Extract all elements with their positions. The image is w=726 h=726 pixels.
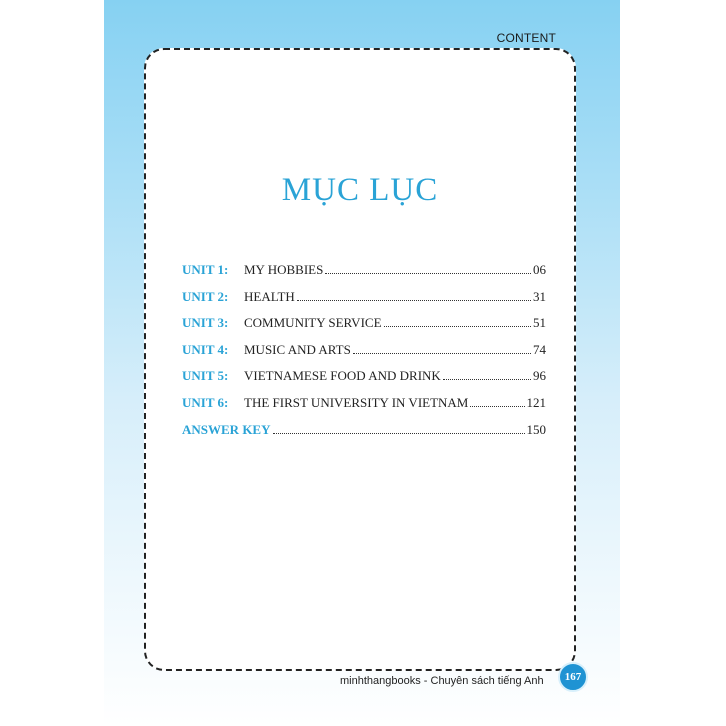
toc-unit-label: UNIT 4: [182,341,229,357]
toc-entry[interactable] [182,342,546,369]
toc-unit-label: UNIT 3: [182,315,229,331]
toc-page-number: 74 [533,341,546,357]
toc-page-number: 31 [533,288,546,304]
toc-entry[interactable] [182,395,546,422]
book-page [104,0,620,726]
toc-answer-key-label: ANSWER KEY [182,421,271,437]
page-number-badge: 167 [558,662,588,692]
dot-leader [297,300,531,301]
dot-leader [470,406,524,407]
dot-leader [384,326,531,327]
toc-entry-title: HEALTH [244,288,295,304]
toc-unit-label: UNIT 2: [182,288,229,304]
dot-leader [325,273,531,274]
toc-entry-answer-key[interactable] [182,422,546,449]
toc-unit-label: UNIT 6: [182,394,229,410]
toc-entry[interactable] [182,315,546,342]
table-of-contents [182,262,546,448]
toc-entry-title: MUSIC AND ARTS [244,341,351,357]
dot-leader [353,353,531,354]
toc-entry-title: THE FIRST UNIVERSITY IN VIETNAM [244,394,469,410]
toc-page-number: 06 [533,262,546,277]
toc-page-number: 96 [533,368,546,384]
content-card [144,48,576,671]
dot-leader [443,379,531,380]
toc-entry-title: COMMUNITY SERVICE [244,315,382,331]
toc-entry[interactable] [182,368,546,395]
toc-page-number: 150 [526,421,546,437]
page-title: MỤC LỤC [281,172,439,208]
toc-entry[interactable] [182,289,546,316]
toc-page-number: 121 [526,394,546,410]
toc-unit-label: UNIT 5: [182,368,229,384]
toc-page-number: 51 [533,315,546,331]
footer-text: minhthangbooks - Chuyên sách tiếng Anh [340,675,544,687]
toc-entry-title: VIETNAMESE FOOD AND DRINK [244,368,441,384]
toc-entry-title: MY HOBBIES [244,262,324,277]
section-label: CONTENT [496,31,556,45]
toc-entry[interactable] [182,262,546,289]
dot-leader [273,433,525,434]
toc-unit-label: UNIT 1: [182,262,229,277]
